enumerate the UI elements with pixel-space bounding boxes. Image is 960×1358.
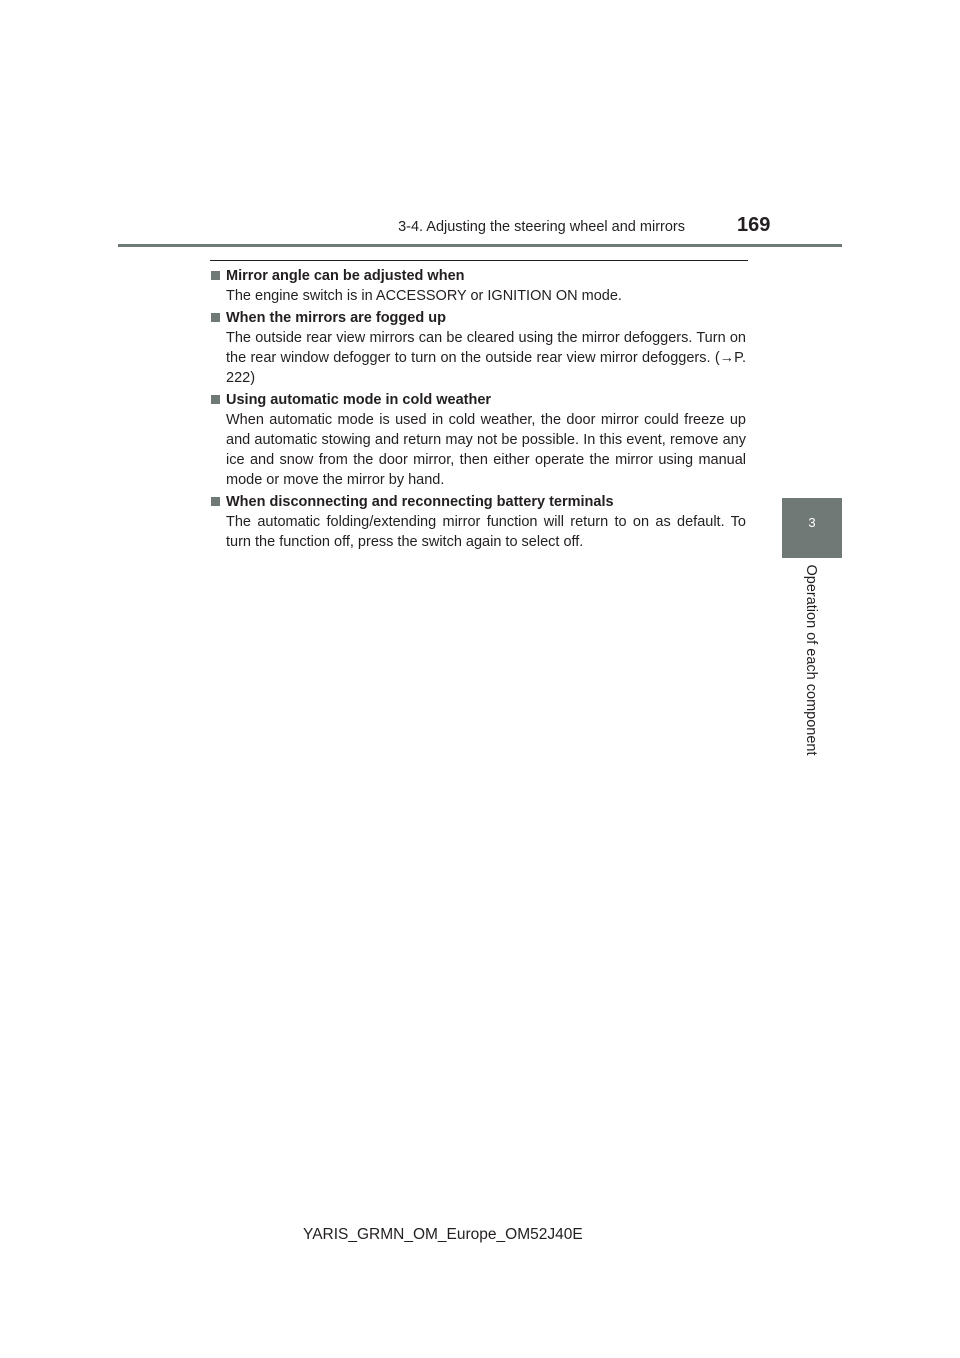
- note-heading: [210, 308, 746, 328]
- document-code: YARIS_GRMN_OM_Europe_OM52J40E: [303, 1226, 583, 1243]
- section-divider: [210, 260, 748, 261]
- note-body: The engine switch is in ACCESSORY or IGNITION ON mode.: [226, 288, 622, 304]
- square-bullet-icon: [211, 313, 220, 322]
- note-heading: [210, 266, 746, 286]
- note-heading-text: Mirror angle can be adjusted when: [226, 268, 465, 284]
- note-item: [210, 266, 746, 306]
- chapter-number: 3: [808, 515, 816, 530]
- note-heading: [210, 390, 746, 410]
- note-item: [210, 308, 746, 388]
- section-title: 3-4. Adjusting the steering wheel and mirrors: [398, 219, 685, 235]
- note-body: The automatic folding/extending mirror function will return to on as default. To turn the function off, press the switch again to select off.: [226, 514, 746, 550]
- header-rule: [118, 244, 842, 247]
- note-heading-text: When the mirrors are fogged up: [226, 310, 446, 326]
- square-bullet-icon: [211, 271, 220, 280]
- chapter-tab: [782, 498, 842, 558]
- note-heading-text: Using automatic mode in cold weather: [226, 392, 492, 408]
- note-item: [210, 492, 746, 552]
- square-bullet-icon: [211, 497, 220, 506]
- note-heading: [210, 492, 746, 512]
- note-body: The outside rear view mirrors can be cleared using the mirror defoggers. Turn on the rear window defogger to turn on the outside rear view mirror defoggers. (→P. 222): [226, 330, 746, 386]
- chapter-title: Operation of each component: [803, 564, 819, 756]
- note-heading-text: When disconnecting and reconnecting battery terminals: [226, 494, 614, 510]
- page-number: 169: [737, 214, 771, 236]
- note-item: [210, 390, 746, 490]
- square-bullet-icon: [211, 395, 220, 404]
- notes-content: [210, 266, 746, 554]
- note-body: When automatic mode is used in cold weather, the door mirror could freeze up and automatic stowing and return may not be possible. In this event, remove any ice and snow from the door mirror, then either operate the mirror using manual mode or move the mirror by hand.: [226, 412, 746, 488]
